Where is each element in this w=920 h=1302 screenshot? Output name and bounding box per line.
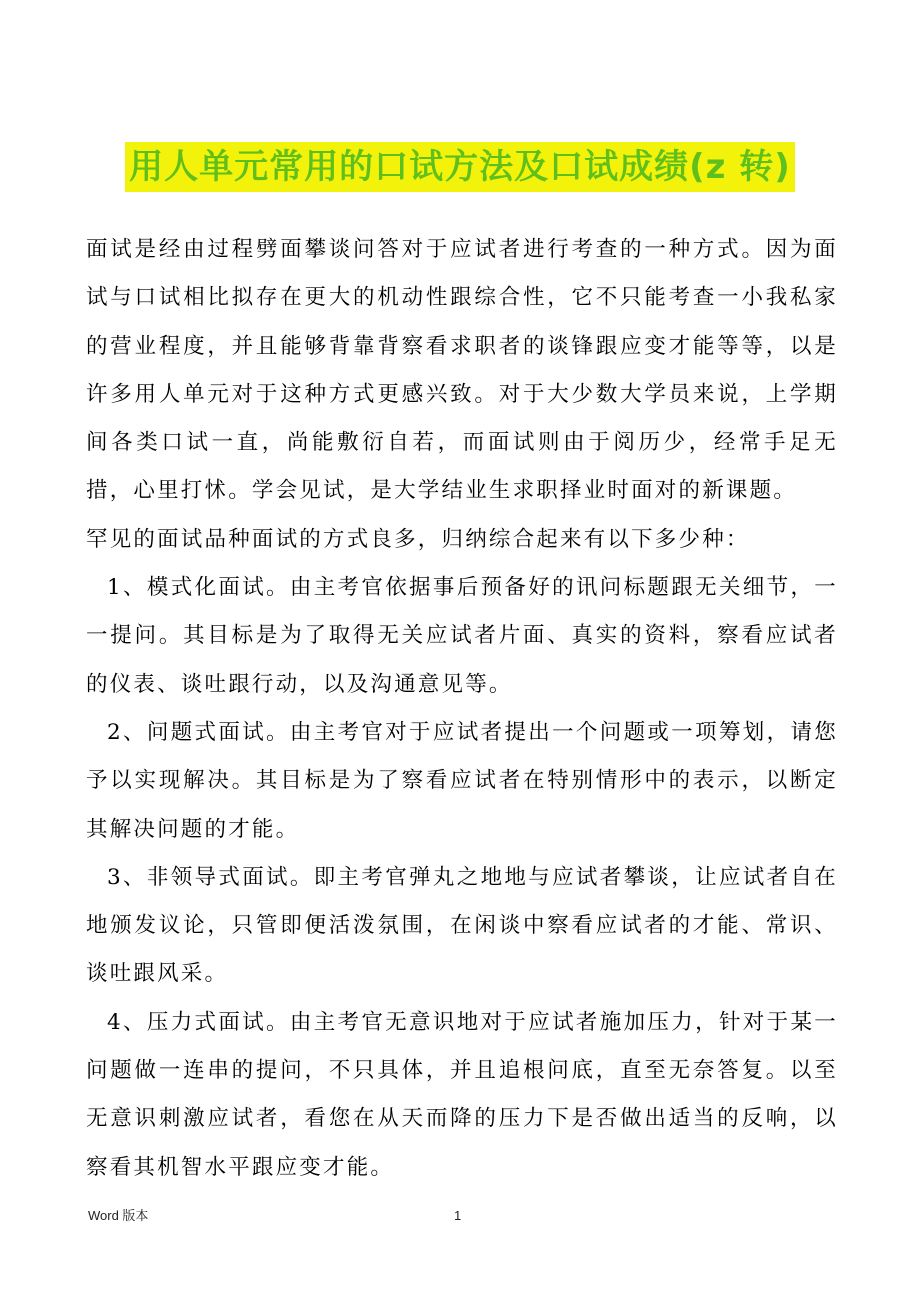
types-intro-paragraph: 罕见的面试品种面试的方式良多，归纳综合起来有以下多少种：: [86, 526, 750, 552]
list-item-non-directive-interview: 3、非领导式面试。即主考官弹丸之地地与应试者攀谈，让应试者自在地颁发议论，只管即便活泼氛围，在闲谈中察看应试者的才能、常识、谈吐跟风采。: [86, 864, 838, 987]
list-item-patterned-interview: 1、模式化面试。由主考官依据事后预备好的讯问标题跟无关细节，一一提问。其目标是为了取得无关应试者片面、真实的资料，察看应试者的仪表、谈吐跟行动，以及沟通意见等。: [86, 575, 838, 697]
document-title: 用人单元常用的口试方法及口试成绩(z 转): [125, 142, 795, 192]
page-number: 1: [454, 1208, 462, 1223]
footer-label: Word 版本: [88, 1208, 149, 1223]
list-item-problem-interview: 2、问题式面试。由主考官对于应试者提出一个问题或一项筹划，请您予以实现解决。其目标是为了察看应试者在特别情形中的表示，以断定其解决问题的才能。: [86, 719, 838, 842]
document-body: [86, 226, 838, 1192]
list-item-stress-interview: 4、压力式面试。由主考官无意识地对于应试者施加压力，针对于某一问题做一连串的提问，不只具体，并且追根问底，直至无奈答复。以至无意识刺激应试者，看您在从天而降的压力下是否做出适当的反响，以察看其机智水平跟应变才能。: [86, 1009, 838, 1180]
title-container: [0, 142, 920, 192]
intro-paragraph: 面试是经由过程劈面攀谈问答对于应试者进行考查的一种方式。因为面试与口试相比拟存在更大的机动性跟综合性，它不只能考查一小我私家的营业程度，并且能够背靠背察看求职者的谈锋跟应变才能等等，以是许多用人单元对于这种方式更感兴致。对于大少数大学员来说，上学期间各类口试一直，尚能敷衍自若，而面试则由于阅历少，经常手足无措，心里打怵。学会见试，是大学结业生求职择业时面对的新课题。: [86, 237, 838, 504]
